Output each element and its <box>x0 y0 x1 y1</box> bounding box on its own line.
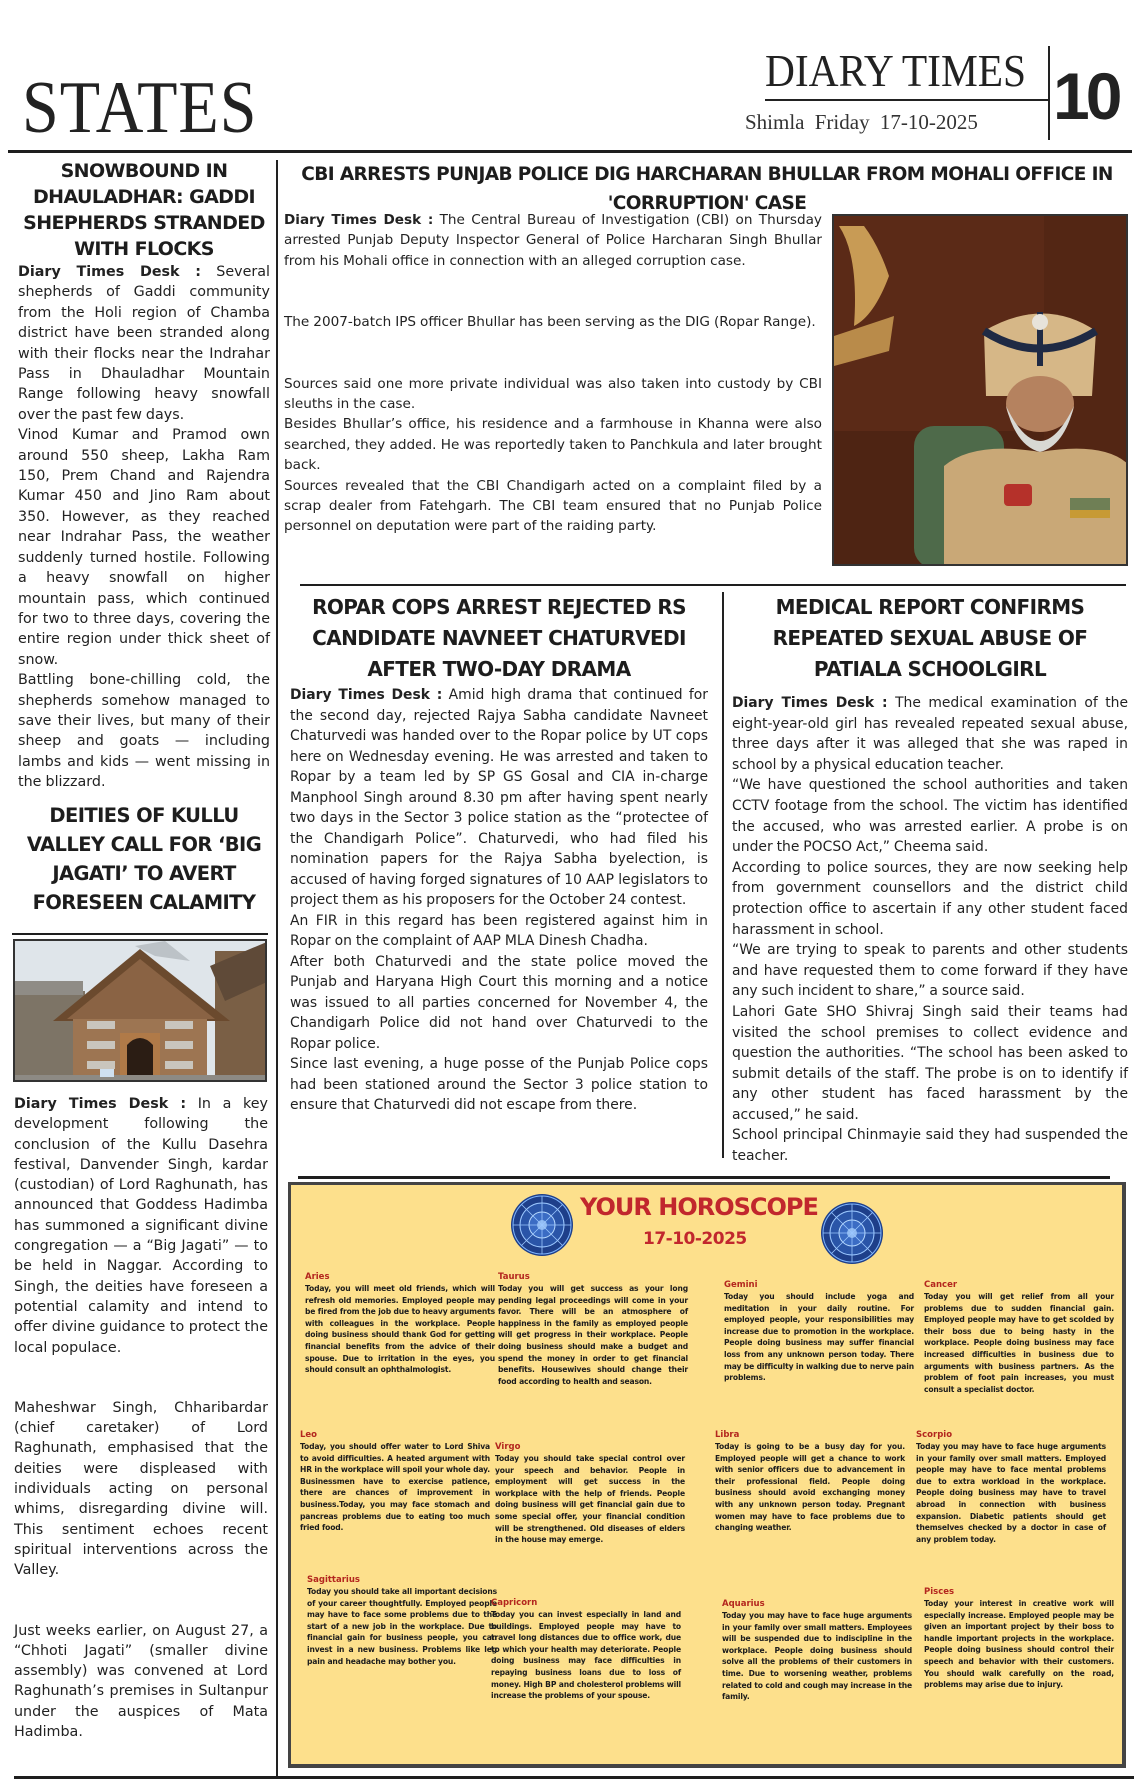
story-paragraph: The 2007-batch IPS officer Bhullar has been serving as the DIG (Ropar Range). <box>284 314 816 331</box>
story-headline: SNOWBOUND IN DHAULADHAR: GADDI SHEPHERDS STRANDED WITH FLOCKS <box>23 160 265 260</box>
horoscope-sign-sagittarius <box>307 1574 497 1667</box>
cbi-story-headline: CBI ARRESTS PUNJAB POLICE DIG HARCHARAN BHULLAR FROM MOHALI OFFICE IN 'CORRUPTION' CASE <box>301 164 1113 214</box>
sign-name: Libra <box>715 1430 740 1440</box>
story-body <box>18 262 270 793</box>
story-paragraph: Diary Times Desk : The Central Bureau of Investigation (CBI) on Thursday arrested Punjab Deputy Inspector General of Police Harcharan Singh Bhullar from his Mohali office in connection with an alleged corruption case. <box>284 212 822 269</box>
sign-name: Pisces <box>924 1587 955 1597</box>
zodiac-wheel-icon <box>820 1201 884 1265</box>
story-medical <box>732 592 1128 1167</box>
story-paragraph: After both Chaturvedi and the state police moved the Punjab and Haryana High Court this morning and a notice was issued to all parties concerned for November 4, the Chandigarh Police did not hand over Chaturvedi to the Ropar police. <box>290 953 708 1052</box>
sign-text: Today you should include yoga and meditation in your daily routine. For employed people, your responsibilities may increase due to promotion in the workplace. People doing business may suffer financial loss from any unknown person today. There may be difficulty in walking due to nerve pain problems. <box>724 1292 914 1383</box>
officer-photo <box>832 214 1128 566</box>
story-snowbound <box>18 158 270 917</box>
story-paragraph: An FIR in this regard has been registered against him in Ropar on the complaint of AAP MLA Dinesh Chadha. <box>290 912 708 949</box>
horoscope-sign-aquarius <box>722 1598 912 1703</box>
story-ropar <box>290 592 708 1116</box>
story-headline: MEDICAL REPORT CONFIRMS REPEATED SEXUAL ABUSE OF PATIALA SCHOOLGIRL <box>772 595 1088 681</box>
horoscope-sign-taurus <box>498 1271 688 1387</box>
sign-text: Today, you should offer water to Lord Shiva to avoid difficulties. A heated argument with HR in the workplace will spoil your whole day. Businessmen have to exercise patience, there are chances of improvement in business.Today, you may face stomach and pancreas problems due to eating too much fried food. <box>300 1442 490 1533</box>
story-body <box>290 685 708 1116</box>
temple-photo <box>13 939 267 1082</box>
deities-headline: DEITIES OF KULLU VALLEY CALL FOR ‘BIG JAGATI’ TO AVERT FORESEEN CALAMITY <box>26 803 262 914</box>
sign-name: Leo <box>300 1430 318 1440</box>
sign-name: Gemini <box>724 1280 758 1290</box>
story-paragraph: Battling bone-chilling cold, the shepherds somehow managed to save their lives, but many of their sheep and goats — including lambs and kids — went missing in the blizzard. <box>18 672 270 791</box>
sign-name: Scorpio <box>916 1430 953 1440</box>
horoscope-sign-libra <box>715 1429 905 1534</box>
sign-text: Today you will get success as your long pending legal proceedings will come in your favor. There will be an atmosphere of happiness in the family as employed people will get progress in their workplace. People doing business should make a budget and spend the money in order to get financial benefits. Housewives should change their food according to health and season. <box>498 1284 688 1386</box>
cbi-story-bottom-rule <box>300 584 1126 586</box>
column-divider-left <box>276 160 278 1776</box>
sign-name: Taurus <box>498 1272 530 1282</box>
temple-image <box>15 941 267 1082</box>
byline: Diary Times Desk : <box>284 212 434 228</box>
page-number: 10 <box>1053 59 1119 133</box>
sign-text: Today you may have to face huge arguments in your family over small matters. Employees will be suspended due to indiscipline in the workplace. People doing business should solve all the problems of their customers in time. Due to worsening weather, problems related to cold and cough may increase in the family. <box>722 1611 912 1702</box>
sign-text: Today is going to be a busy day for you. Employed people will get a chance to work with senior officers due to advancement in their professional field. People doing business should avoid exchanging money with any unknown person today. Pregnant women may have to face problems due to changing weather. <box>715 1442 905 1533</box>
story-body <box>732 693 1128 1167</box>
stories-bottom-rule <box>298 1176 1110 1179</box>
newspaper-name: DIARY TIMES <box>765 45 1027 96</box>
story-paragraph: Diary Times Desk : The medical examination of the eight-year-old girl has revealed repeated sexual abuse, three days after it was alleged that she was raped in school by a physical education teacher. <box>732 695 1128 773</box>
page-bottom-rule <box>14 1776 1134 1779</box>
story-paragraph: According to police sources, they are now seeking help from government counsellors and the district child protection office to ascertain if any other student faced harassment in school. <box>732 859 1128 938</box>
story-deities-body <box>14 1094 268 1742</box>
section-title: STATES <box>22 67 258 149</box>
horoscope-title: YOUR HOROSCOPE <box>580 1193 818 1221</box>
story-paragraph: School principal Chinmayie said they had suspended the teacher. <box>732 1127 1128 1165</box>
story-paragraph: Diary Times Desk : Amid high drama that continued for the second day, rejected Rajya Sabha candidate Navneet Chaturvedi was handed over to the Ropar police by UT cops here on Wednesday evening. He was arrested and taken to Ropar by a team led by SP GS Gosal and CIA in-charge Manphool Singh around 8.30 pm after having spent nearly two days in the Sector 3 police station as the “protectee of the Chandigarh Police”. Chaturvedi, who had filed his nomination papers for the Rajya Sabha byelection, is accused of having forged signatures of 10 AAP legislators to project them as his proposers for the October 24 contest. <box>290 687 709 908</box>
zodiac-wheel-icon <box>510 1193 574 1257</box>
story-paragraph: Lahori Gate SHO Shivraj Singh said their teams had visited the school premises to collect evidence and question the authorities. “The school has been asked to submit details of the staff. The probe is on to identify if any other student has faced harassment by the accused,” he said. <box>732 1003 1128 1123</box>
byline: Diary Times Desk : <box>18 264 201 280</box>
horoscope-sign-aries <box>305 1271 495 1376</box>
story-paragraph: Diary Times Desk : Several shepherds of Gaddi community from the Holi region of Chamba district have been stranded along with their flocks near the Indrahar Pass in Dhauladhar Mountain Range following heavy snowfall over the past few days. <box>18 264 270 423</box>
story-paragraph: “We have questioned the school authorities and taken CCTV footage from the school. The victim has identified the accused, who was arrested earlier. A probe is on under the POCSO Act,” Cheema said. <box>732 777 1128 856</box>
story-paragraph: Diary Times Desk : In a key development following the conclusion of the Kullu Dasehra festival, Danvender Singh, kardar (custodian) of Lord Raghunath, has announced that Goddess Hadimba has summoned a significant divine congregation — a “Big Jagati” — to be held in Naggar. According to Singh, the deities have foreseen a potential calamity and intend to offer divine guidance to protect the local populace. <box>14 1096 269 1356</box>
sign-text: Today you may have to face huge arguments in your family over small matters. Employed people may have to face mental problems due to extra workload in the workplace. People doing business may have to travel abroad in connection with business expansion. Diabetic patients should get themselves checked by a doctor in case of any problem today. <box>916 1442 1106 1544</box>
story-paragraph: Sources said one more private individual was also taken into custody by CBI sleuths in the case. <box>284 375 822 413</box>
story-paragraph: “We are trying to speak to parents and other students and have requested them to come forward if they have any such incident to share,” a source said. <box>732 942 1128 1000</box>
sign-name: Aquarius <box>722 1599 765 1609</box>
story-headline: ROPAR COPS ARREST REJECTED RS CANDIDATE NAVNEET CHATURVEDI AFTER TWO-DAY DRAMA <box>312 595 686 681</box>
byline: Diary Times Desk : <box>14 1096 187 1112</box>
sign-text: Today you should take all important decisions of your career thoughtfully. Employed people may have to face some problems due to the start of a new job in the workplace. Due to financial gain for business people, you can invest in a new business. Problems like leg pain and headache may bother you. <box>307 1587 497 1666</box>
story-body <box>14 1094 268 1742</box>
sign-name: Virgo <box>495 1442 521 1452</box>
masthead-rule <box>765 99 1048 101</box>
sign-text: Today, you will meet old friends, which will refresh old memories. Employed people may be fired from the job due to heavy arguments with colleagues in the workplace. People doing business should thank God for getting financial benefits from the advice of their spouse. Due to irritation in the eyes, you should consult an ophthalmologist. <box>305 1284 495 1375</box>
story-paragraph: Since last evening, a huge posse of the Punjab Police cops had been stationed around the Sector 3 police station to ensure that Chaturvedi did not escape from there. <box>290 1056 708 1113</box>
horoscope-sign-capricorn <box>491 1597 681 1702</box>
masthead-bottom-rule <box>8 150 1132 153</box>
horoscope-sign-pisces <box>924 1586 1114 1691</box>
sign-text: Today your interest in creative work will especially increase. Employed people may be given an important project by their boss to handle important projects in the workplace. People doing business should control their speech and behavior with their customers. You should walk carefully on the road, problems may arise due to injury. <box>924 1599 1114 1690</box>
officer-image <box>834 216 1128 566</box>
sign-text: Today you can invest especially in land and buildings. Employed people may have to travel long distances due to office work, due to which your health may deteriorate. People doing business may face difficulties in repaying business loans due to loss of money. High BP and cholesterol problems will increase the problems of your spouse. <box>491 1610 681 1701</box>
dateline: Shimla Friday 17-10-2025 <box>745 110 978 134</box>
page-number-divider <box>1048 46 1050 140</box>
cbi-story-body <box>284 210 822 537</box>
horoscope-sign-virgo <box>495 1441 685 1546</box>
deities-headline-rule <box>12 933 268 935</box>
story-paragraph: Vinod Kumar and Pramod own around 550 sheep, Lakha Ram 150, Prem Chand and Rajendra Kumar 450 and Jino Ram about 350. However, as they reached near Indrahar Pass, the weather suddenly turned hostile. Following a heavy snowfall on higher mountain pass, which continued for two to three days, covering the entire region under thick sheet of snow. <box>18 427 270 668</box>
sign-name: Aries <box>305 1272 330 1282</box>
sign-text: Today you will get relief from all your problems due to sudden financial gain. Employed people may have to get scolded by their boss due to being hasty in the workplace. People doing business may face increased difficulties in business due to arguments with business partners. As the problem of foot pain increases, you must consult a specialist doctor. <box>924 1292 1114 1394</box>
story-paragraph: Just weeks earlier, on August 27, a “Chhoti Jagati” (smaller divine assembly) was convened at Lord Raghunath’s premises in Sultanpur under the auspices of Mata Hadimba. <box>14 1622 268 1741</box>
sign-name: Sagittarius <box>307 1575 360 1585</box>
horoscope-sign-cancer <box>924 1279 1114 1395</box>
column-divider-middle <box>722 592 724 1158</box>
story-paragraph: Sources revealed that the CBI Chandigarh acted on a complaint filed by a scrap dealer from Fatehgarh. The CBI team ensured that no Punjab Police personnel on deputation were part of the raiding party. <box>284 477 822 535</box>
byline: Diary Times Desk : <box>732 695 888 711</box>
byline: Diary Times Desk : <box>290 687 443 703</box>
horoscope-date: 17-10-2025 <box>643 1229 747 1249</box>
sign-text: Today you should take special control over your speech and behavior. People in employment will get success in the workplace with the help of friends. People doing business will get financial gain due to some special offer, your financial condition will be strengthened. Old diseases of elders in the house may emerge. <box>495 1454 685 1545</box>
horoscope-sign-scorpio <box>916 1429 1106 1545</box>
story-paragraph: Maheshwar Singh, Chharibardar (chief caretaker) of Lord Raghunath, emphasised that the deities were displeased with individuals acting on personal whims, disregarding divine will. This sentiment echoes recent spiritual interventions across the Valley. <box>14 1399 268 1579</box>
sign-name: Capricorn <box>491 1598 538 1608</box>
horoscope-sign-gemini <box>724 1279 914 1384</box>
sign-name: Cancer <box>924 1280 958 1290</box>
story-paragraph: Besides Bhullar’s office, his residence and a farmhouse in Khanna were also searched, they added. He was reportedly taken to Panchkula and later brought back. <box>284 416 822 474</box>
horoscope-sign-leo <box>300 1429 490 1534</box>
